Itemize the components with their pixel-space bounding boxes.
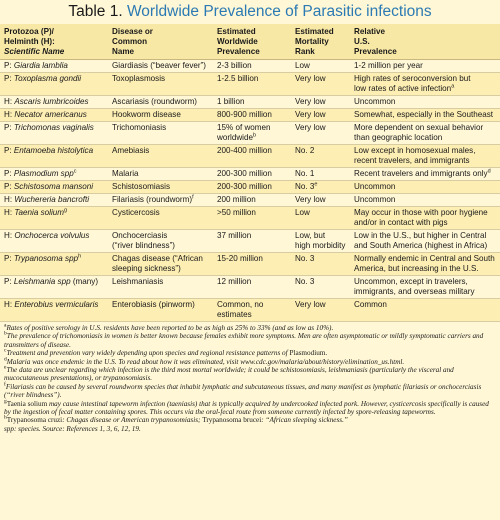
disease-cell [108, 207, 213, 230]
mortality-footnote-ref: e [314, 181, 318, 188]
organism-cell [0, 96, 108, 109]
prevalence-cell [213, 299, 291, 322]
us-prevalence-line: Normally endemic in Central and South [354, 254, 495, 263]
column-header [213, 24, 291, 60]
prevalence-line: >50 million [217, 208, 256, 217]
footnote-text: Filariasis can be caused by several roundworm species that inhabit lymphatic and subcutaneous tissues, and many manifest as lymphatic filariasis or onchocerciasis (“river blindness”). [4, 382, 482, 400]
footnote-marker: d [4, 356, 7, 363]
footnote-marker: b [4, 331, 7, 338]
footnote-text: : “African sleeping sickness.” [261, 416, 348, 425]
disease-line: Filariasis (roundworm) [112, 195, 193, 204]
column-header-line: Rank [295, 47, 315, 56]
column-header [350, 24, 500, 60]
organism-name: Giardia lamblia [13, 61, 68, 70]
us-prevalence-cell [350, 181, 500, 194]
mortality-cell [291, 168, 350, 181]
table-row [0, 181, 500, 194]
organism-type: P: [4, 74, 14, 83]
footnote [4, 366, 496, 383]
footnote-text: Treatment and prevention vary widely depending upon species and regional resistance patterns of [6, 349, 290, 358]
disease-footnote-ref: f [192, 194, 194, 201]
us-prevalence-line: and South America (highest in Africa) [354, 241, 488, 250]
us-prevalence-line: Uncommon, except in travelers, [354, 277, 468, 286]
table-row [0, 253, 500, 276]
table-row [0, 96, 500, 109]
prevalence-cell [213, 276, 291, 299]
us-prevalence-line: than geographic location [354, 133, 443, 142]
us-prevalence-line: low rates of active infection [354, 84, 452, 93]
organism-footnote-ref: c [73, 168, 77, 175]
mortality-cell [291, 60, 350, 73]
prevalence-line: 2-3 billion [217, 61, 252, 70]
footnote-term: Trypanosoma cruzi [6, 416, 63, 425]
organism-cell [0, 230, 108, 253]
organism-cell [0, 122, 108, 145]
column-header-line: Relative [354, 27, 386, 36]
disease-cell [108, 109, 213, 122]
us-prevalence-footnote-ref: d [487, 168, 491, 175]
us-prevalence-cell [350, 145, 500, 168]
table-row [0, 194, 500, 207]
prevalence-cell [213, 73, 291, 96]
mortality-line: No. 3 [295, 277, 315, 286]
organism-cell [0, 73, 108, 96]
column-header-line: Protozoa (P)/ [4, 27, 54, 36]
prevalence-table [0, 24, 500, 322]
mortality-line: No. 2 [295, 146, 315, 155]
prevalence-line: 200-300 million [217, 169, 272, 178]
organism-cell [0, 207, 108, 230]
mortality-line: No. 1 [295, 169, 315, 178]
organism-cell [0, 60, 108, 73]
mortality-line: Very low [295, 97, 326, 106]
us-prevalence-cell [350, 122, 500, 145]
organism-cell [0, 109, 108, 122]
table-row [0, 109, 500, 122]
prevalence-cell [213, 60, 291, 73]
column-header-line: Estimated [217, 27, 256, 36]
prevalence-footnote-ref: b [253, 132, 257, 139]
organism-type: P: [4, 169, 14, 178]
prevalence-cell [213, 109, 291, 122]
disease-line: Enterobiasis (pinworm) [112, 300, 195, 309]
disease-line: sleeping sickness”) [112, 264, 181, 273]
organism-name: Schistosoma mansoni [13, 182, 94, 191]
disease-line: Amebiasis [112, 146, 150, 155]
us-prevalence-line: America, but increasing in the U.S. [354, 264, 479, 273]
us-prevalence-cell [350, 207, 500, 230]
organism-name: Plasmodium spp [13, 169, 74, 178]
footnote-marker: g [4, 398, 7, 405]
disease-cell [108, 73, 213, 96]
prevalence-line: 37 million [217, 231, 252, 240]
prevalence-cell [213, 145, 291, 168]
column-header-line: Helminth (H): [4, 37, 55, 46]
us-prevalence-cell [350, 73, 500, 96]
footnote-marker: c [4, 347, 7, 354]
table-row [0, 73, 500, 96]
organism-cell [0, 253, 108, 276]
disease-cell [108, 122, 213, 145]
prevalence-cell [213, 194, 291, 207]
organism-cell [0, 168, 108, 181]
us-prevalence-line: and/or in contact with pigs [354, 218, 448, 227]
us-prevalence-line: More dependent on sexual behavior [354, 123, 484, 132]
disease-line: Onchocerciasis [112, 231, 168, 240]
us-prevalence-line: Uncommon [354, 182, 396, 191]
column-header [108, 24, 213, 60]
mortality-line: No. 3 [295, 182, 315, 191]
disease-line: (“river blindness”) [112, 241, 175, 250]
disease-cell [108, 253, 213, 276]
disease-line: Ascariasis (roundworm) [112, 97, 198, 106]
mortality-cell [291, 230, 350, 253]
mortality-cell [291, 145, 350, 168]
organism-cell [0, 181, 108, 194]
organism-name: Necator americanus [14, 110, 87, 119]
prevalence-cell [213, 168, 291, 181]
footnote [4, 332, 496, 349]
mortality-line: No. 3 [295, 254, 315, 263]
prevalence-line: 200-300 million [217, 182, 272, 191]
table-row [0, 60, 500, 73]
prevalence-line: 15% of women [217, 123, 271, 132]
organism-cell [0, 276, 108, 299]
mortality-cell [291, 276, 350, 299]
disease-cell [108, 299, 213, 322]
us-prevalence-line: Common [354, 300, 387, 309]
footnote-text: : Chagas disease or American trypanosomiasis; [62, 416, 203, 425]
organism-name: Ascaris lumbricoides [14, 97, 89, 106]
us-prevalence-footnote-ref: a [451, 83, 455, 90]
organism-type: P: [4, 146, 14, 155]
organism-type: H: [4, 208, 15, 217]
mortality-cell [291, 181, 350, 194]
us-prevalence-cell [350, 230, 500, 253]
organism-name: Wuchereria bancrofti [14, 195, 90, 204]
column-header-line: Name [112, 47, 135, 56]
us-prevalence-line: Low in the U.S., but higher in Central [354, 231, 487, 240]
column-header [0, 24, 108, 60]
us-prevalence-line: Uncommon [354, 97, 396, 106]
footnote-marker: h [4, 415, 7, 422]
footnote-marker: a [4, 322, 7, 329]
organism-footnote-ref: g [64, 207, 68, 214]
organism-type: H: [4, 300, 15, 309]
disease-line: Malaria [112, 169, 139, 178]
disease-line: Cysticercosis [112, 208, 160, 217]
table-row [0, 207, 500, 230]
organism-cell [0, 145, 108, 168]
footnote [4, 383, 496, 400]
column-header-line: Prevalence [354, 47, 397, 56]
us-prevalence-cell [350, 168, 500, 181]
prevalence-cell [213, 181, 291, 194]
organism-name: Taenia solium [14, 208, 64, 217]
prevalence-cell [213, 230, 291, 253]
footnote-text: Malaria was once endemic in the U.S. To read about how it was eliminated, visit www.cdc.gov/malaria/about/history/elimination_us.html. [6, 357, 405, 366]
disease-cell [108, 60, 213, 73]
prevalence-cell [213, 122, 291, 145]
disease-line: Schistosomiasis [112, 182, 171, 191]
us-prevalence-line: immigrants, and overseas military [354, 287, 475, 296]
footnote-text: may cause intestinal tapeworm infection (taeniasis) that is typically acquired by undercooked infected pork. However, cysticercosis specifically is caused by the ingestion of fecal matter containing spores. This occurs via the oral-fecal route from someone currently infected by spore-releasing tapeworms. [4, 399, 489, 417]
organism-type: P: [4, 182, 14, 191]
organism-type: H: [4, 97, 15, 106]
organism-type: H: [4, 110, 15, 119]
table-row [0, 230, 500, 253]
organism-type: H: [4, 231, 15, 240]
organism-type: P: [4, 277, 14, 286]
footnote [4, 416, 496, 424]
us-prevalence-cell [350, 276, 500, 299]
footnote [4, 400, 496, 417]
table-row [0, 122, 500, 145]
prevalence-line: 200 million [217, 195, 256, 204]
table-row [0, 145, 500, 168]
disease-line: Hookworm disease [112, 110, 181, 119]
footnote [4, 425, 496, 433]
us-prevalence-cell [350, 299, 500, 322]
footnote-term: Taenia solium [6, 399, 48, 408]
column-header-line: U.S. [354, 37, 370, 46]
footnote [4, 349, 496, 357]
prevalence-line: Common, no estimates [217, 300, 264, 319]
mortality-line: Low [295, 61, 310, 70]
mortality-line: Very low [295, 300, 326, 309]
mortality-cell [291, 299, 350, 322]
disease-line: Toxoplasmosis [112, 74, 166, 83]
prevalence-line: worldwide [217, 133, 253, 142]
footnote-text: The prevalence of trichomoniasis in women is better known because females exhibit more symptoms. Men are often asymptomatic or mildly symptomatic carriers and transmitters of disease. [4, 332, 484, 349]
us-prevalence-line: recent travelers, and immigrants [354, 156, 470, 165]
disease-line: Trichomoniasis [112, 123, 167, 132]
column-header-line: Mortality [295, 37, 329, 46]
organism-type: P: [4, 61, 14, 70]
organism-note: (many) [70, 277, 99, 286]
mortality-cell [291, 207, 350, 230]
organism-type: P: [4, 254, 14, 263]
prevalence-line: 1-2.5 billion [217, 74, 259, 83]
organism-name: Entamoeba histolytica [13, 146, 94, 155]
organism-name: Trichomonas vaginalis [13, 123, 94, 132]
organism-name: Toxoplasma gondii [13, 74, 82, 83]
prevalence-line: 15-20 million [217, 254, 263, 263]
prevalence-cell [213, 253, 291, 276]
footnote-text: spp: species. Source: References 1, 3, 6, 12, 19. [4, 424, 141, 433]
disease-cell [108, 276, 213, 299]
organism-name: Leishmania spp [13, 277, 71, 286]
prevalence-line: 200-400 million [217, 146, 272, 155]
disease-cell [108, 168, 213, 181]
table-title [0, 0, 500, 24]
us-prevalence-cell [350, 96, 500, 109]
disease-cell [108, 96, 213, 109]
table-body [0, 60, 500, 322]
column-header-line: Worldwide [217, 37, 258, 46]
footnote-term: Trypanosoma brucei [202, 416, 262, 425]
table-row [0, 299, 500, 322]
organism-name: Enterobius vermicularis [14, 300, 99, 309]
organism-type: P: [4, 123, 14, 132]
prevalence-line: 800-900 million [217, 110, 272, 119]
table-row [0, 168, 500, 181]
column-header-line: Scientific Name [4, 47, 65, 56]
us-prevalence-line: May occur in those with poor hygiene [354, 208, 488, 217]
header-row [0, 24, 500, 60]
column-header-line: Disease or [112, 27, 153, 36]
prevalence-cell [213, 207, 291, 230]
mortality-line: Very low [295, 74, 326, 83]
us-prevalence-line: Recent travelers and immigrants only [354, 169, 488, 178]
disease-line: Giardiasis (“beaver fever”) [112, 61, 207, 70]
prevalence-line: 12 million [217, 277, 252, 286]
organism-cell [0, 299, 108, 322]
mortality-cell [291, 253, 350, 276]
mortality-cell [291, 73, 350, 96]
organism-type: H: [4, 195, 15, 204]
footnote-text: The data are unclear regarding which infection is the third most mortal worldwide; it could be schistosomiasis, leishmaniasis (particularly the visceral and mucocutaneous presentations), or trypanosomiasis. [4, 366, 454, 383]
footnote-marker: e [4, 364, 7, 371]
us-prevalence-cell [350, 109, 500, 122]
us-prevalence-line: High rates of seroconversion but [354, 74, 471, 83]
table-number: Table 1. [68, 3, 123, 20]
mortality-cell [291, 122, 350, 145]
mortality-cell [291, 96, 350, 109]
us-prevalence-line: Uncommon [354, 195, 396, 204]
us-prevalence-cell [350, 253, 500, 276]
disease-cell [108, 181, 213, 194]
column-header-line: Prevalence [217, 47, 260, 56]
mortality-cell [291, 194, 350, 207]
organism-footnote-ref: h [78, 253, 82, 260]
us-prevalence-line: 1-2 million per year [354, 61, 423, 70]
mortality-line: Very low [295, 123, 326, 132]
organism-cell [0, 194, 108, 207]
prevalence-cell [213, 96, 291, 109]
footnote-term: Plasmodium. [289, 349, 328, 358]
column-header [291, 24, 350, 60]
organism-name: Onchocerca volvulus [14, 231, 90, 240]
mortality-line: Very low [295, 195, 326, 204]
disease-cell [108, 145, 213, 168]
us-prevalence-cell [350, 60, 500, 73]
prevalence-line: 1 billion [217, 97, 245, 106]
table-caption: Worldwide Prevalence of Parasitic infections [126, 3, 432, 20]
us-prevalence-line: Low except in homosexual males, [354, 146, 476, 155]
mortality-line: Low, but [295, 231, 326, 240]
table-row [0, 276, 500, 299]
mortality-line: Low [295, 208, 310, 217]
footnote [4, 358, 496, 366]
disease-line: Leishmaniasis [112, 277, 164, 286]
us-prevalence-line: Somewhat, especially in the Southeast [354, 110, 494, 119]
mortality-cell [291, 109, 350, 122]
footnote-marker: f [4, 381, 6, 388]
disease-line: Chagas disease (“African [112, 254, 203, 263]
column-header-line: Estimated [295, 27, 334, 36]
us-prevalence-cell [350, 194, 500, 207]
mortality-line: high morbidity [295, 241, 346, 250]
footnotes [0, 322, 500, 433]
disease-cell [108, 194, 213, 207]
column-header-line: Common [112, 37, 148, 46]
mortality-line: Very low [295, 110, 326, 119]
organism-name: Trypanosoma spp [13, 254, 79, 263]
footnote-text: Rates of positive serology in U.S. residents have been reported to be as high as 25% to 33% (and as low as 10%). [6, 324, 334, 332]
disease-cell [108, 230, 213, 253]
